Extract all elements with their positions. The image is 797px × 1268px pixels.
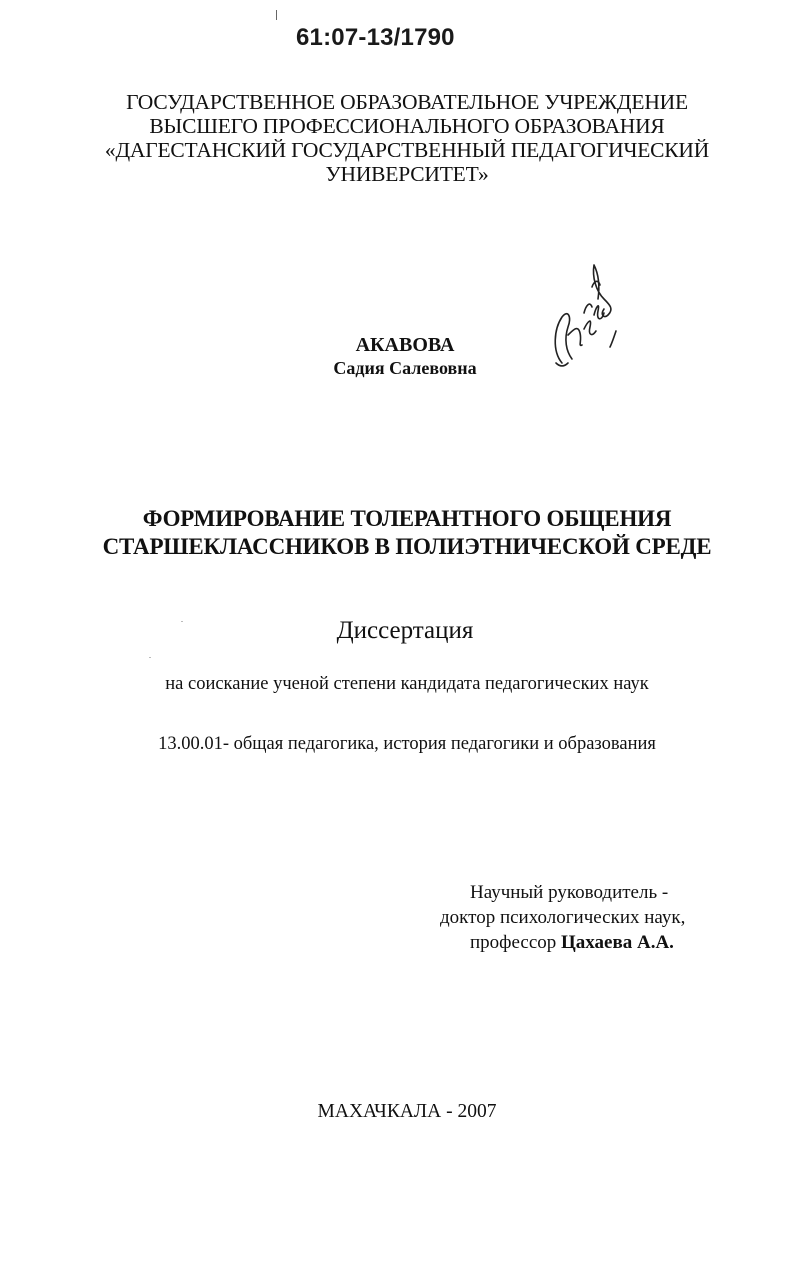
institution-line: «ДАГЕСТАНСКИЙ ГОСУДАРСТВЕННЫЙ ПЕДАГОГИЧЕСКИЙ (104, 138, 710, 162)
institution-name (40, 90, 774, 186)
scan-mark (276, 10, 277, 20)
author-surname: АКАВОВА (355, 334, 455, 356)
supervisor-title (420, 930, 720, 955)
supervisor-block (420, 880, 720, 955)
author-name: Садия Салевовна (333, 358, 477, 378)
work-type: Диссертация (336, 617, 474, 644)
title-line: ФОРМИРОВАНИЕ ТОЛЕРАНТНОГО ОБЩЕНИЯ (142, 506, 672, 531)
scan-speck (181, 621, 183, 622)
city-year: МАХАЧКАЛА - 2007 (317, 1101, 497, 1122)
dissertation-title (40, 505, 774, 561)
degree-line: на соискание ученой степени кандидата педагогических наук (165, 674, 649, 694)
specialty-line: 13.00.01- общая педагогика, история педагогики и образования (158, 734, 656, 754)
supervisor-degree: доктор психологических наук, (440, 907, 686, 928)
supervisor-name: Цахаева А.А. (561, 932, 674, 953)
institution-line: ВЫСШЕГО ПРОФЕССИОНАЛЬНОГО ОБРАЗОВАНИЯ (149, 114, 665, 138)
title-line: СТАРШЕКЛАССНИКОВ В ПОЛИЭТНИЧЕСКОЙ СРЕДЕ (102, 534, 712, 559)
institution-line: УНИВЕРСИТЕТ» (325, 162, 489, 186)
institution-line: ГОСУДАРСТВЕННОЕ ОБРАЗОВАТЕЛЬНОЕ УЧРЕЖДЕНИЕ (126, 90, 688, 114)
signature-icon (548, 255, 628, 385)
scan-speck (149, 657, 151, 658)
archive-code: 61:07-13/1790 (296, 24, 455, 51)
author-block (300, 334, 510, 380)
supervisor-rank: профессор (470, 932, 562, 953)
supervisor-role: Научный руководитель - (470, 882, 669, 903)
